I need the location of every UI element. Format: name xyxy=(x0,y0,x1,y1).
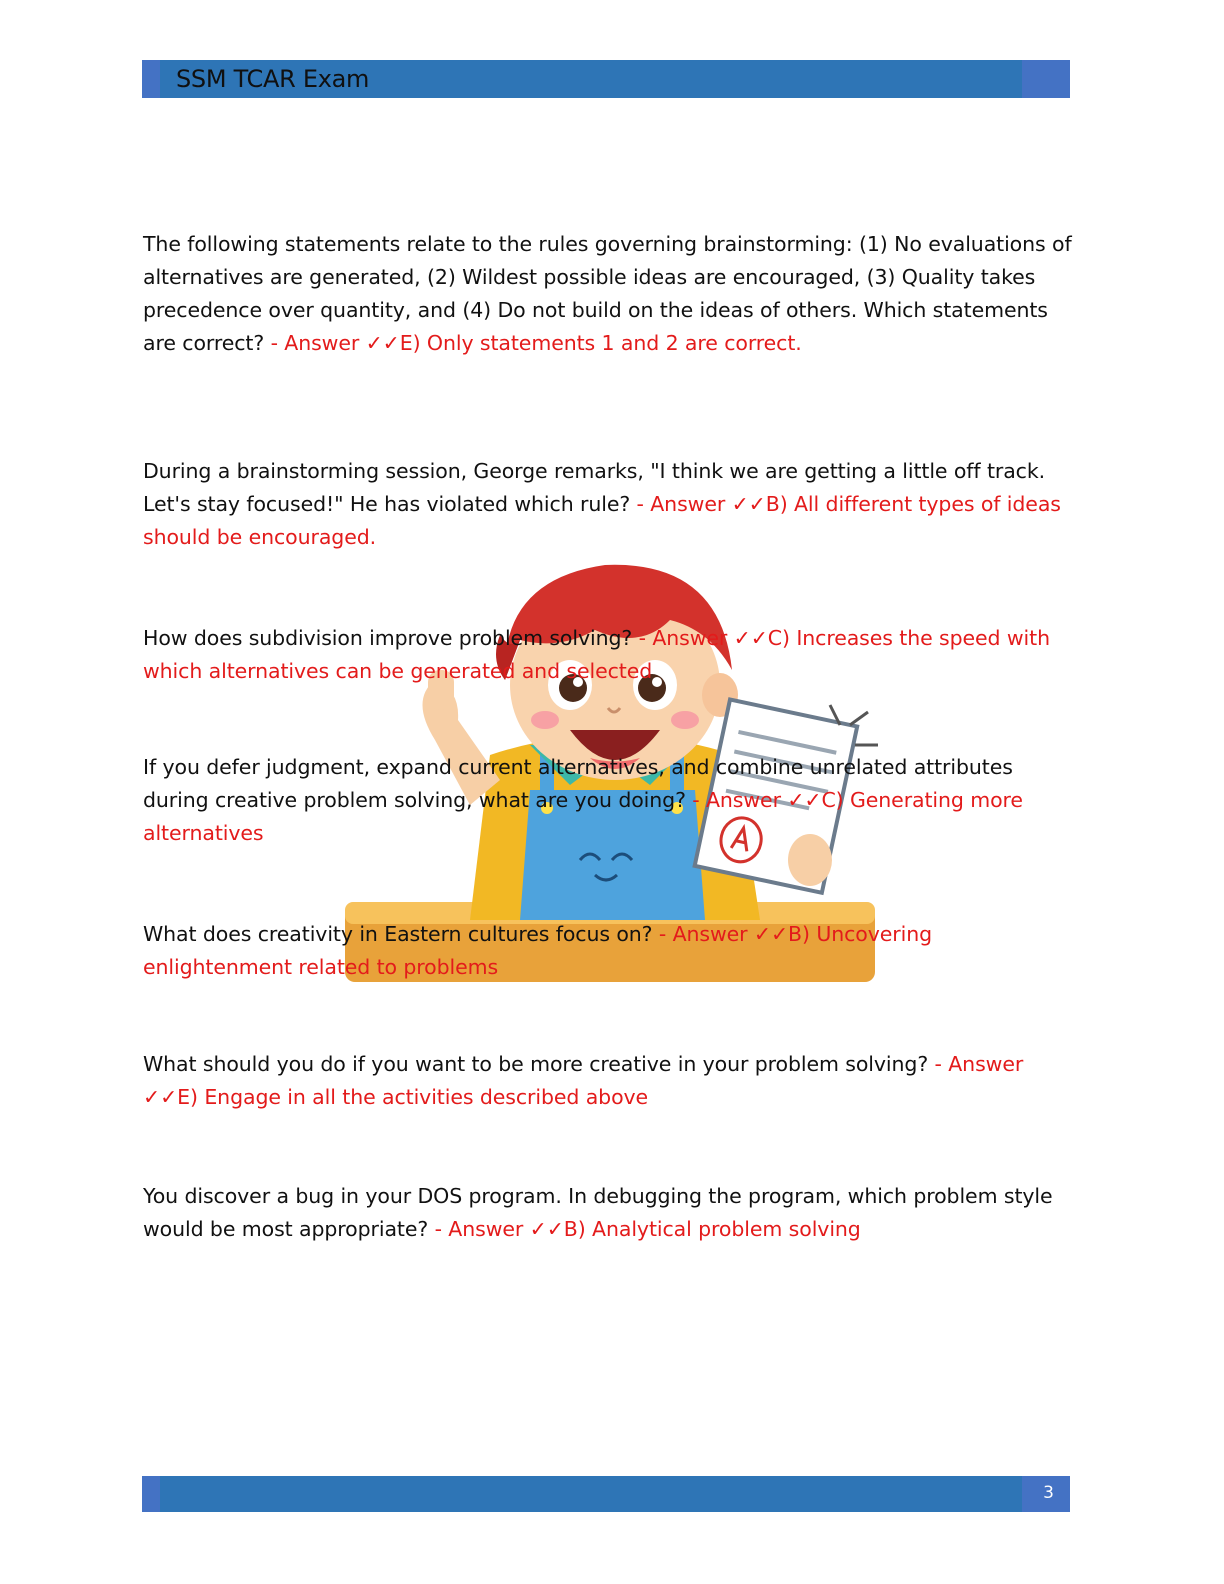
question-text: You discover a bug in your DOS program. In debugging the program, which problem style would be most appropriate? xyxy=(143,1184,1053,1241)
header-bar xyxy=(142,60,1070,98)
header-bar-right-cap xyxy=(1022,60,1070,98)
answer-text: - Answer ✓✓E) Engage in all the activities described above xyxy=(143,1052,1024,1109)
answer-text: - Answer ✓✓E) Only statements 1 and 2 are correct. xyxy=(270,331,802,355)
question-text: What should you do if you want to be more creative in your problem solving? xyxy=(143,1052,929,1076)
answer-text: - Answer ✓✓B) All different types of ideas should be encouraged. xyxy=(143,492,1061,549)
document-title: SSM TCAR Exam xyxy=(176,65,370,93)
qa-item xyxy=(143,751,1073,850)
question-text: The following statements relate to the rules governing brainstorming: (1) No evaluations of alternatives are generated, (2) Wildest possible ideas are encouraged, (3) Quality takes precedence over quantity, and (4) Do not build on the ideas of others. Which statements are correct? xyxy=(143,232,1072,355)
page-number: 3 xyxy=(1043,1483,1054,1503)
question-text: How does subdivision improve problem solving? xyxy=(143,626,633,650)
footer-bar-right-cap xyxy=(1022,1476,1070,1512)
header-bar-left-cap xyxy=(142,60,160,98)
qa-item xyxy=(143,228,1073,360)
question-text: If you defer judgment, expand current alternatives, and combine unrelated attributes during creative problem solving, what are you doing? xyxy=(143,755,1013,812)
question-text: During a brainstorming session, George remarks, "I think we are getting a little off track. Let's stay focused!" He has violated which rule? xyxy=(143,459,1046,516)
answer-text: - Answer ✓✓C) Generating more alternatives xyxy=(143,788,1023,845)
answer-text: - Answer ✓✓B) Analytical problem solving xyxy=(434,1217,861,1241)
qa-item xyxy=(143,1048,1073,1114)
answer-text: - Answer ✓✓B) Uncovering enlightenment related to problems xyxy=(143,922,933,979)
footer-bar-left-cap xyxy=(142,1476,160,1512)
question-text: What does creativity in Eastern cultures focus on? xyxy=(143,922,653,946)
footer-bar xyxy=(142,1476,1070,1512)
qa-item xyxy=(143,1180,1073,1246)
answer-text: - Answer ✓✓C) Increases the speed with which alternatives can be generated and selected xyxy=(143,626,1050,683)
qa-item xyxy=(143,455,1073,554)
qa-item xyxy=(143,918,1073,984)
qa-item xyxy=(143,622,1073,688)
